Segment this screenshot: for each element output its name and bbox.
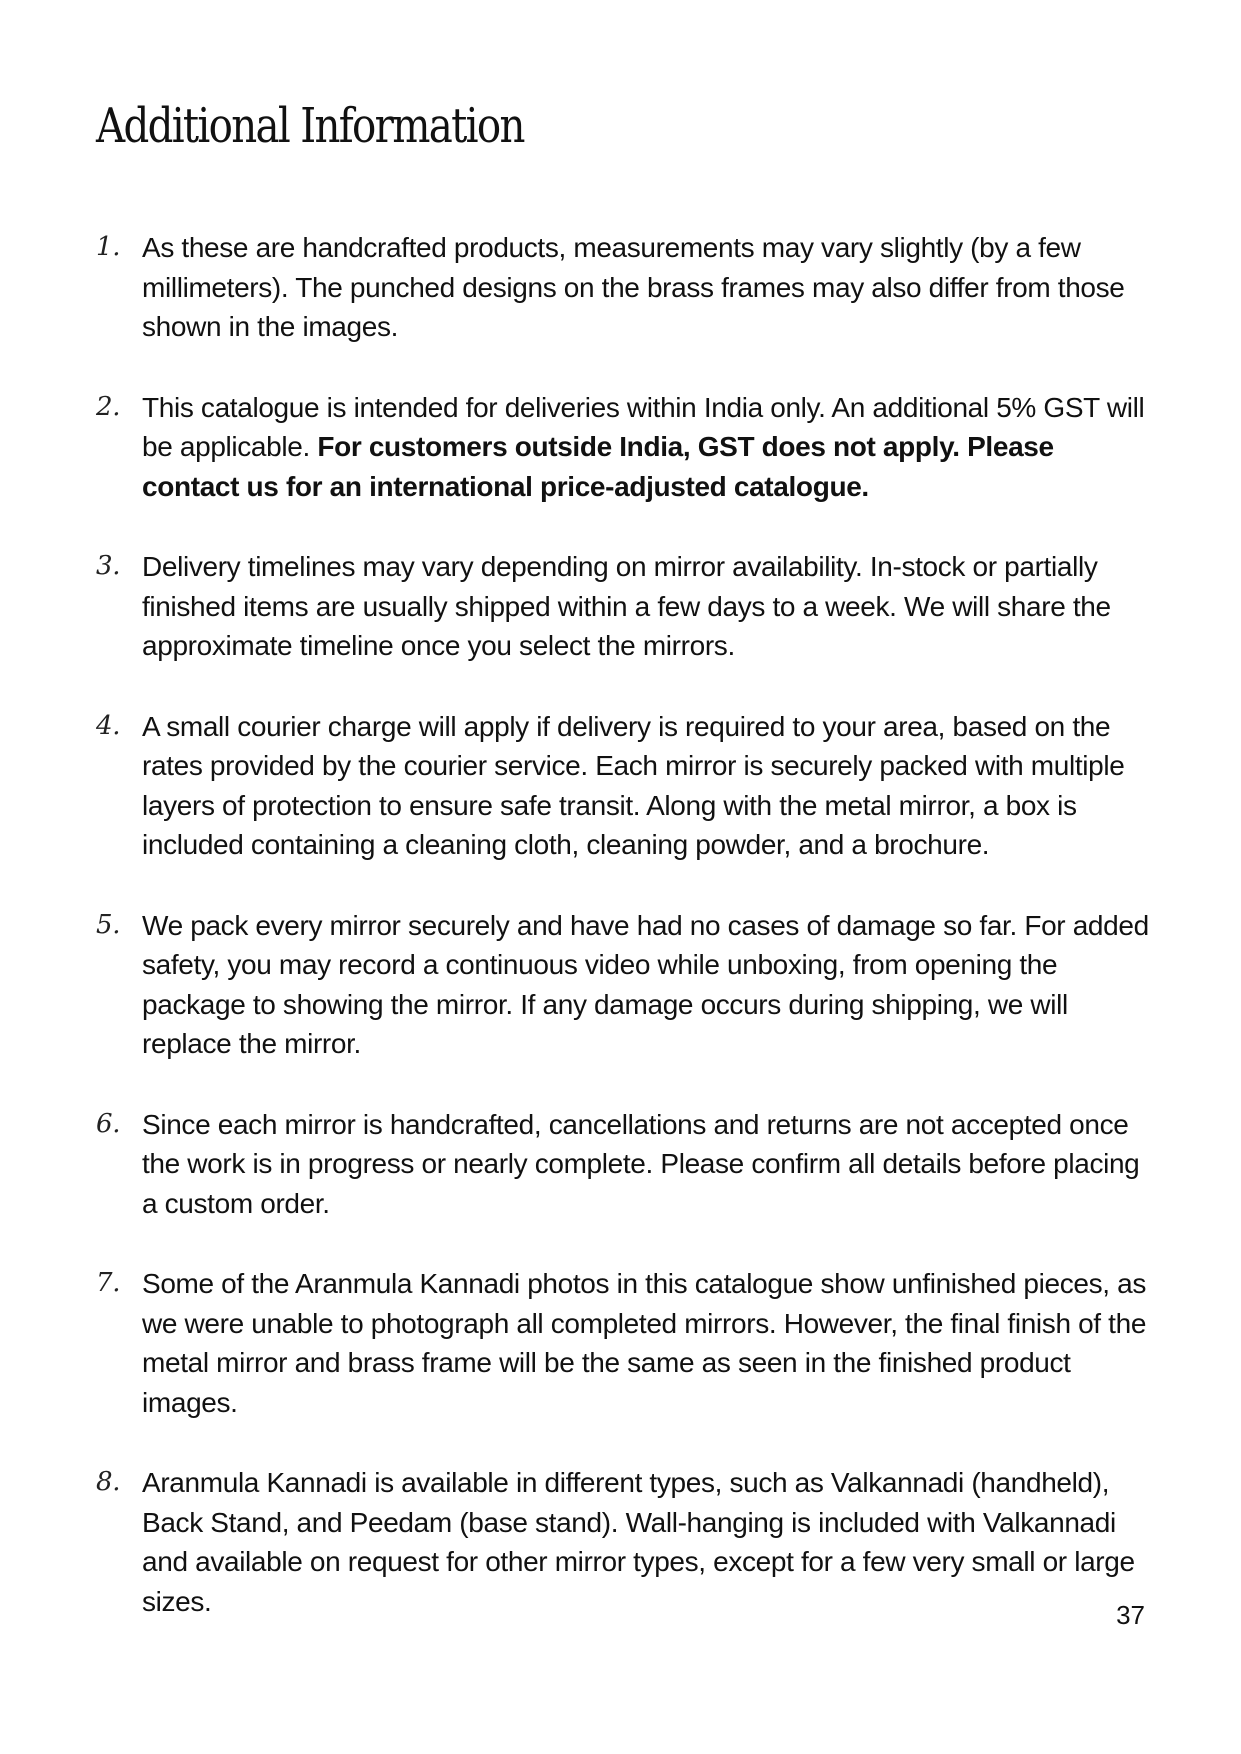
list-item xyxy=(96,1264,1156,1422)
list-item xyxy=(96,228,1156,347)
item-text: This catalogue is intended for deliveries within India only. An additional 5% GST will be applicable. xyxy=(142,391,1145,462)
item-text: As these are handcrafted products, measurements may vary slightly (by a few millimeters). The punched designs on the brass frames may also differ from those shown in the images. xyxy=(142,232,1125,342)
item-number: 1. xyxy=(96,232,121,262)
info-list xyxy=(96,228,1156,1662)
item-text: Since each mirror is handcrafted, cancellations and returns are not accepted once the work is in progress or nearly complete. Please confirm all details before placing a custom order. xyxy=(142,1108,1140,1219)
item-text: Some of the Aranmula Kannadi photos in this catalogue show unfinished pieces, as we were unable to photograph all completed mirrors. However, the final finish of the metal mirror and brass frame will be the same as seen in the finished product images. xyxy=(142,1268,1147,1418)
item-number: 7. xyxy=(96,1268,121,1298)
item-text: Delivery timelines may vary depending on mirror availability. In-stock or partially finished items are usually shipped within a few days to a week. We will share the approximate timeline once you select the mirrors. xyxy=(142,551,1111,661)
list-item xyxy=(96,906,1156,1064)
item-number: 8. xyxy=(96,1467,121,1497)
list-item xyxy=(96,547,1156,666)
page-title: Additional Information xyxy=(96,98,524,154)
item-number: 4. xyxy=(96,710,121,741)
item-number: 2. xyxy=(96,391,121,422)
item-text: We pack every mirror securely and have had no cases of damage so far. For added safety, you may record a continuous video while unboxing, from opening the package to showing the mirror. If any damage occurs during shipping, we will replace the mirror. xyxy=(142,909,1149,1059)
item-text: Aranmula Kannadi is available in different types, such as Valkannadi (handheld), Back Stand, and Peedam (base stand). Wall-hanging is included with Valkannadi and available on request for other mirror types, except for a few very small or large sizes. xyxy=(142,1467,1135,1617)
item-bold-text: For customers outside India, GST does not apply. Please contact us for an international price-adjusted catalogue. xyxy=(142,431,1054,502)
list-item xyxy=(96,388,1156,507)
item-number: 3. xyxy=(96,551,121,581)
item-text: A small courier charge will apply if delivery is required to your area, based on the rates provided by the courier service. Each mirror is securely packed with multiple layers of protection to ensure safe transit. Along with the metal mirror, a box is included containing a cleaning cloth, cleaning powder, and a brochure. xyxy=(142,710,1125,860)
item-number: 5. xyxy=(96,909,121,940)
list-item xyxy=(96,1105,1156,1224)
page-number: 37 xyxy=(1116,1600,1145,1630)
list-item xyxy=(96,707,1156,865)
item-number: 6. xyxy=(96,1108,121,1139)
list-item xyxy=(96,1463,1156,1621)
